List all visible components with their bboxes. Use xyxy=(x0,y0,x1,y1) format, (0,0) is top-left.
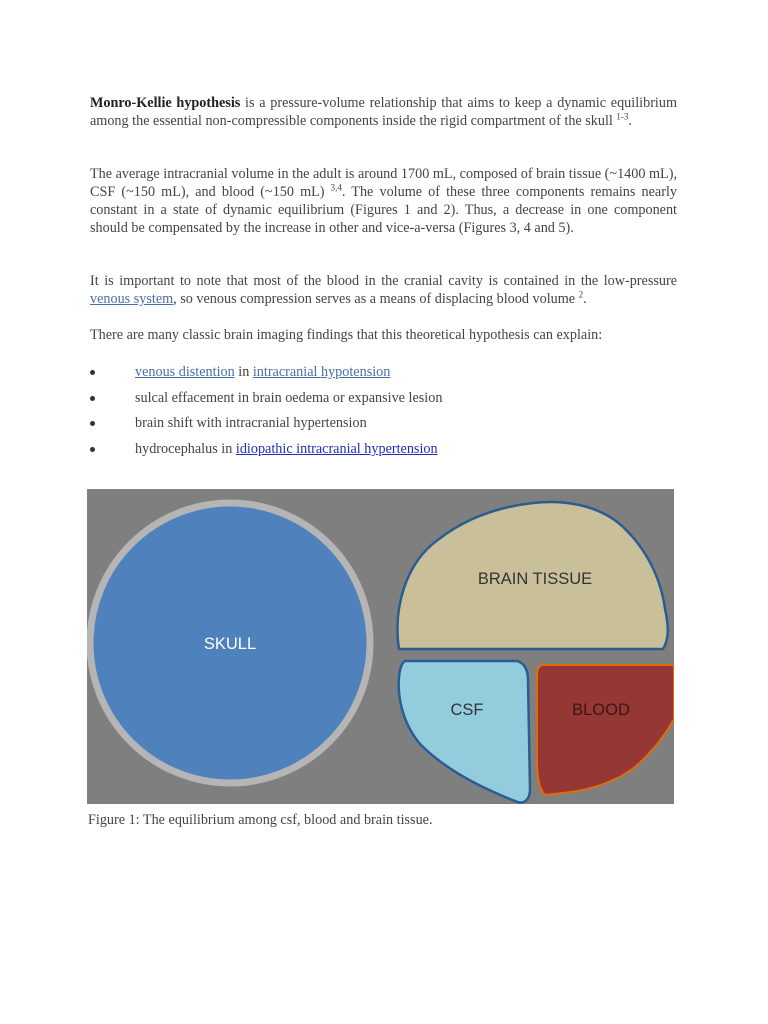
findings-list xyxy=(90,363,680,466)
figure-svg xyxy=(87,489,674,804)
idiopathic-intracranial-hypertension-link[interactable]: idiopathic intracranial hypertension xyxy=(235,441,438,458)
list-item xyxy=(90,414,680,440)
findings-intro: There are many classic brain imaging findings that this theoretical hypothesis can explain: xyxy=(90,327,603,343)
volume-rest: . The volume of these three components remains nearly constant in a state of dynamic equilibrium (Figures 1 and 2). Thus, a decrease in one component should be compensated by the increase in other and vice-a-versa (Figures 3, 4 and 5). xyxy=(90,184,677,236)
brain-tissue-label: BRAIN TISSUE xyxy=(477,570,593,588)
volume-paragraph xyxy=(90,165,677,237)
list-item-text: in xyxy=(234,364,253,380)
blood-label: BLOOD xyxy=(572,701,630,719)
venous-system-link[interactable]: venous system xyxy=(90,291,174,307)
intro-text: is a pressure-volume relationship that aims to keep a dynamic equilibrium among the essential non-compressible components inside the rigid compartment of the skull xyxy=(90,95,677,129)
venous-text-after: , so venous compression serves as a means of displacing blood volume xyxy=(173,291,579,307)
csf-shape xyxy=(399,661,530,803)
reference-superscript: 2 xyxy=(578,289,584,300)
list-item-text: sulcal effacement in brain oedema or expansive lesion xyxy=(135,389,443,406)
skull-label: SKULL xyxy=(203,635,257,653)
bullet-icon xyxy=(90,396,95,401)
bullet-icon xyxy=(90,447,95,452)
intro-paragraph xyxy=(90,94,677,130)
intracranial-hypotension-link[interactable]: intracranial hypotension xyxy=(252,364,391,380)
venous-paragraph xyxy=(90,272,677,308)
list-item xyxy=(90,440,680,466)
reference-superscript: 3,4 xyxy=(330,182,342,193)
figure-1-diagram xyxy=(87,489,674,804)
list-item-text: brain shift with intracranial hypertension xyxy=(135,415,367,432)
list-item xyxy=(90,389,680,415)
venous-period: . xyxy=(583,291,587,307)
volume-text: The average intracranial volume in the adult is around 1700 mL, composed of brain tissue (~1400 mL), CSF (~150 mL), and blood (~150 mL) xyxy=(90,166,677,200)
csf-label: CSF xyxy=(450,701,484,719)
venous-text-before: It is important to note that most of the blood in the cranial cavity is contained in the low-pressure xyxy=(90,273,677,289)
reference-superscript: 1-3 xyxy=(616,111,629,122)
figure-caption: Figure 1: The equilibrium among csf, blood and brain tissue. xyxy=(88,812,433,828)
list-item xyxy=(90,363,680,389)
bullet-icon xyxy=(90,370,95,375)
venous-distention-link[interactable]: venous distention xyxy=(135,364,235,380)
list-item-text: hydrocephalus in xyxy=(135,441,236,458)
hypothesis-term: Monro-Kellie hypothesis xyxy=(90,95,241,111)
bullet-icon xyxy=(90,421,95,426)
intro-period: . xyxy=(628,113,632,129)
blood-shape xyxy=(537,665,674,795)
